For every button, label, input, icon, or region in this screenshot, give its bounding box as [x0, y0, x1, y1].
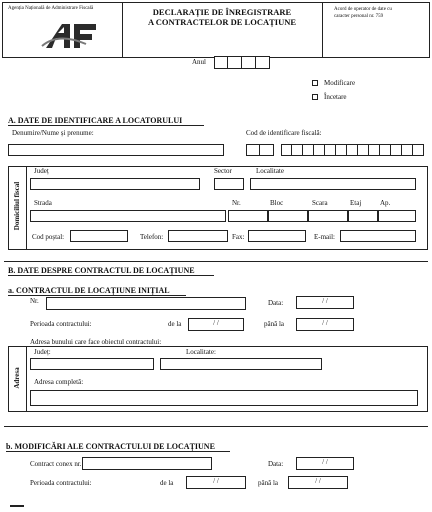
etaj-input[interactable]: [348, 210, 378, 222]
localitate-input[interactable]: [250, 178, 416, 190]
modificari-top-rule: [4, 426, 428, 427]
header-divider-right: [322, 2, 323, 58]
initial-date-input[interactable]: / /: [296, 296, 354, 309]
operator-note-line2: caracter personal nr. 759: [334, 14, 384, 19]
initial-end-date-input[interactable]: / /: [296, 318, 354, 331]
telefon-input[interactable]: [168, 230, 228, 242]
sector-label: Sector: [214, 167, 232, 175]
agency-name: Agenția Națională de Administrare Fiscală: [8, 6, 94, 11]
adresa-judet-input[interactable]: [30, 358, 154, 370]
page-bottom-rule: [10, 505, 24, 507]
etaj-label: Etaj: [350, 199, 362, 207]
fax-input[interactable]: [248, 230, 306, 242]
section-b-underline: [8, 275, 214, 276]
adresa-divider: [26, 346, 27, 412]
cif-input[interactable]: [281, 144, 424, 156]
initial-perioada-label: Perioada contractului:: [30, 320, 92, 328]
modificari-title: b. MODIFICĂRI ALE CONTRACTULUI DE LOCAȚIUNE: [6, 442, 215, 451]
initial-contract-title: a. CONTRACTUL DE LOCAȚIUNE INIȚIAL: [8, 286, 170, 295]
contract-conex-label: Contract conex nr.: [30, 460, 82, 468]
name-label: Denumire/Nume și prenume:: [12, 129, 94, 137]
cif-label: Cod de identificare fiscală:: [246, 129, 322, 137]
bloc-label: Bloc: [270, 199, 284, 207]
section-b-top-rule: [4, 261, 428, 262]
scara-label: Scara: [312, 199, 328, 207]
year-label: Anul: [192, 58, 206, 66]
initial-data-label: Data:: [268, 299, 284, 307]
modificari-pana-la-label: până la: [258, 479, 279, 487]
initial-pana-la-label: până la: [264, 320, 285, 328]
adresa-intro-label: Adresa bunului care face obiectul contractului:: [30, 338, 162, 346]
adresa-localitate-input[interactable]: [160, 358, 322, 370]
adresa-judet-label: Județ:: [34, 348, 51, 356]
section-b-title: B. DATE DESPRE CONTRACTUL DE LOCAȚIUNE: [8, 266, 195, 275]
modificari-de-la-label: de la: [160, 479, 174, 487]
modificari-start-date-input[interactable]: / /: [186, 476, 246, 489]
modificari-perioada-label: Perioada contractului:: [30, 479, 92, 487]
email-input[interactable]: [340, 230, 416, 242]
year-input[interactable]: [214, 56, 270, 69]
cod-postal-input[interactable]: [70, 230, 128, 242]
modificari-end-date-input[interactable]: / /: [288, 476, 348, 489]
initial-contract-underline: [8, 295, 186, 296]
adresa-completa-label: Adresa completă:: [34, 378, 84, 386]
initial-nr-input[interactable]: [46, 297, 246, 310]
adresa-label: Adresa: [13, 367, 21, 389]
domicile-label: Domiciliul fiscal: [13, 181, 21, 231]
initial-nr-label: Nr.: [30, 297, 39, 305]
nr-label: Nr.: [232, 199, 241, 207]
modificare-label: Modificare: [324, 79, 356, 87]
section-a-title: A. DATE DE IDENTIFICARE A LOCATORULUI: [8, 116, 183, 125]
judet-input[interactable]: [30, 178, 200, 190]
contract-conex-input[interactable]: [82, 457, 212, 470]
email-label: E-mail:: [314, 233, 335, 241]
strada-input[interactable]: [30, 210, 226, 222]
form-title-line2: A CONTRACTELOR DE LOCAȚIUNE: [147, 17, 297, 27]
initial-start-date-input[interactable]: / /: [188, 318, 244, 331]
modificari-data-label: Data:: [268, 460, 284, 468]
ap-label: Ap.: [380, 199, 391, 207]
nr-input[interactable]: [228, 210, 268, 222]
adresa-localitate-label: Localitate:: [186, 348, 216, 356]
modificari-underline: [6, 451, 230, 452]
operator-note-line1: Acord de operator de date cu: [334, 7, 392, 12]
initial-de-la-label: de la: [168, 320, 182, 328]
modificari-date-input[interactable]: / /: [296, 457, 354, 470]
domicile-divider: [26, 166, 27, 250]
fax-label: Fax:: [232, 233, 245, 241]
localitate-label: Localitate: [256, 167, 284, 175]
bloc-input[interactable]: [268, 210, 308, 222]
name-input[interactable]: [8, 144, 224, 156]
ap-input[interactable]: [378, 210, 416, 222]
cod-postal-label: Cod poștal:: [32, 233, 65, 241]
telefon-label: Telefon:: [140, 233, 164, 241]
cif-prefix-input[interactable]: [246, 144, 274, 156]
incetare-label: Încetare: [324, 93, 347, 101]
anaf-logo: [40, 18, 98, 50]
modificare-checkbox[interactable]: [312, 80, 318, 86]
sector-input[interactable]: [214, 178, 244, 190]
judet-label: Județ: [34, 167, 49, 175]
section-a-underline: [8, 125, 204, 126]
form-title-line1: DECLARAȚIE DE ÎNREGISTRARE: [152, 7, 292, 17]
incetare-checkbox[interactable]: [312, 94, 318, 100]
adresa-completa-input[interactable]: [30, 390, 418, 406]
strada-label: Strada: [34, 199, 52, 207]
scara-input[interactable]: [308, 210, 348, 222]
